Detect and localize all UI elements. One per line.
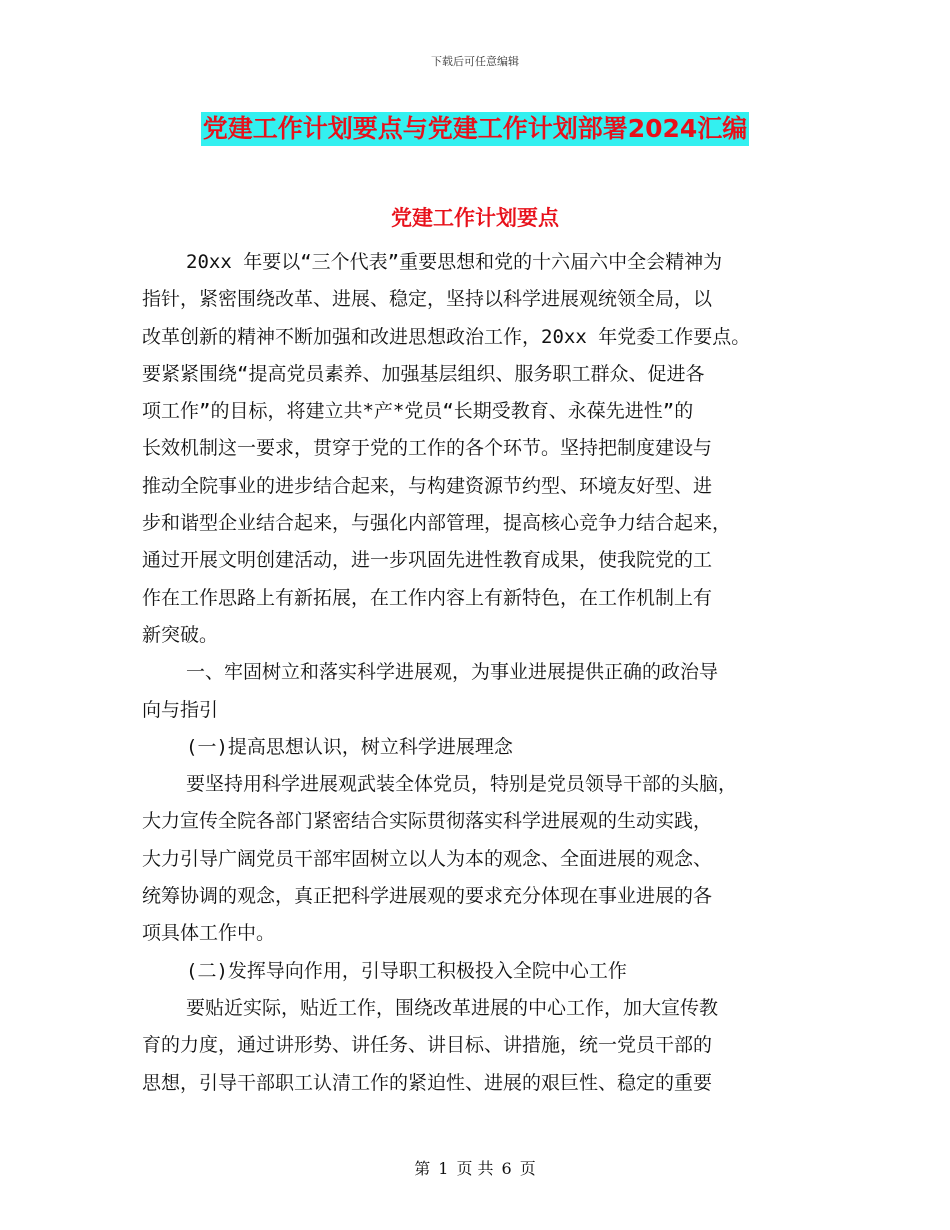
page-footer [0, 1156, 950, 1179]
text-line: 大力宣传全院各部门紧密结合实际贯彻落实科学进展观的生动实践， [142, 810, 713, 833]
header-note: 下载后可任意编辑 [431, 55, 519, 68]
text-line: 长效机制这一要求，贯穿于党的工作的各个环节。坚持把制度建设与 [142, 437, 713, 460]
text-line: 统筹协调的观念，真正把科学进展观的要求充分体现在事业进展的各 [142, 885, 713, 908]
text-line: 指针，紧密围绕改革、进展、稳定，坚持以科学进展观统领全局，以 [142, 288, 713, 311]
text-line: (一)提高思想认识，树立科学进展理念 [186, 735, 513, 758]
text-line: 要坚持用科学进展观武装全体党员，特别是党员领导干部的头脑， [186, 773, 738, 796]
text-line: 步和谐型企业结合起来，与强化内部管理，提高核心竞争力结合起来， [142, 512, 732, 535]
text-line: 育的力度，通过讲形势、讲任务、讲目标、讲措施，统一党员干部的 [142, 1034, 713, 1057]
text-line: 要贴近实际，贴近工作，围绕改革进展的中心工作，加大宣传教 [186, 996, 719, 1019]
text-line: 作在工作思路上有新拓展，在工作内容上有新特色，在工作机制上有 [142, 586, 713, 609]
footer-prefix: 第 [414, 1159, 431, 1178]
footer-suffix: 页 [519, 1159, 536, 1178]
text-line: 推动全院事业的进步结合起来，与构建资源节约型、环境友好型、进 [142, 474, 713, 497]
footer-middle: 页 共 [456, 1159, 494, 1178]
text-line: 向与指引 [142, 698, 219, 721]
document-title-text: 党建工作计划要点与党建工作计划部署2024汇编 [201, 112, 750, 146]
text-line: 大力引导广阔党员干部牢固树立以人为本的观念、全面进展的观念、 [142, 847, 713, 870]
section-title: 党建工作计划要点 [391, 206, 559, 230]
text-line: (二)发挥导向作用，引导职工积极投入全院中心工作 [186, 959, 627, 982]
text-line: 新突破。 [142, 623, 219, 646]
text-line: 20xx 年要以“三个代表”重要思想和党的十六届六中全会精神为 [186, 251, 723, 273]
text-line: 一、牢固树立和落实科学进展观，为事业进展提供正确的政治导 [186, 661, 719, 684]
footer-total-pages: 6 [501, 1159, 512, 1178]
footer-page-number: 1 [438, 1159, 449, 1178]
body-text [142, 244, 810, 1102]
text-line: 项具体工作中。 [142, 922, 276, 945]
text-line: 通过开展文明创建活动，进一步巩固先进性教育成果，使我院党的工 [142, 549, 713, 572]
document-title [0, 112, 950, 146]
text-line: 改革创新的精神不断加强和改进思想政治工作，20xx 年党委工作要点。 [142, 325, 751, 348]
text-line: 要紧紧围绕“提高党员素养、加强基层组织、服务职工群众、促进各 [142, 362, 705, 385]
text-line: 思想，引导干部职工认清工作的紧迫性、进展的艰巨性、稳定的重要 [142, 1071, 713, 1094]
text-line: 项工作”的目标，将建立共*产*党员“长期受教育、永葆先进性”的 [142, 400, 694, 423]
